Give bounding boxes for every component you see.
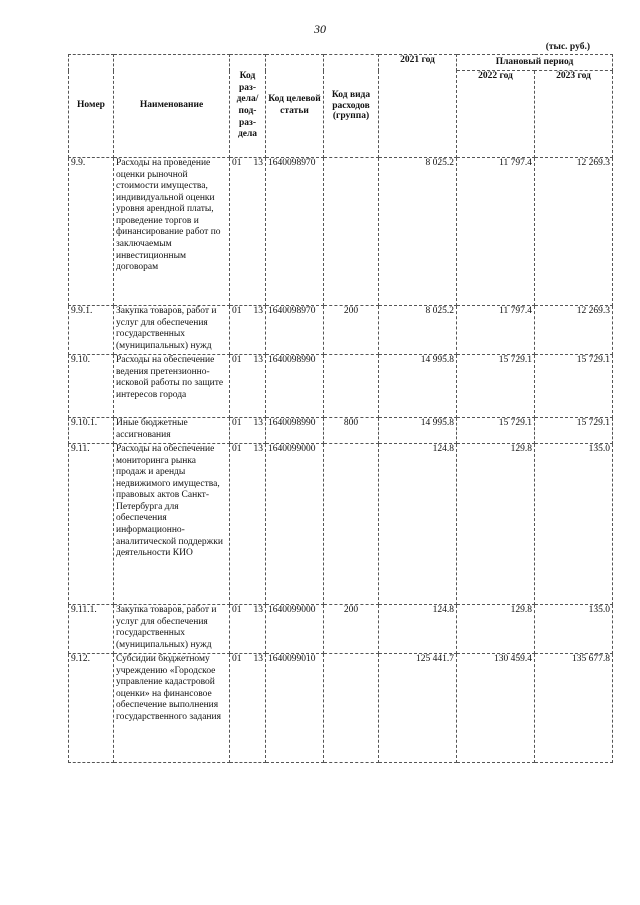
row-value-2023: 12 269.3 xyxy=(535,158,613,306)
row-target-code: 1640099000 xyxy=(266,444,324,605)
table-row xyxy=(69,158,613,306)
row-value-2021: 125 441.7 xyxy=(379,654,457,763)
razdel-code: 01 xyxy=(232,444,242,454)
row-name: Расходы на обеспечение ведения претензионно-исковой работы по защите интересов города xyxy=(114,355,230,418)
row-value-2022: 15 729.1 xyxy=(457,355,535,418)
row-number: 9.10.1. xyxy=(69,418,114,444)
row-expense-type: 200 xyxy=(324,306,379,355)
budget-table xyxy=(68,54,613,763)
podrazdel-code: 13 xyxy=(253,654,263,664)
table-row xyxy=(69,418,613,444)
row-value-2023: 135.0 xyxy=(535,605,613,654)
row-expense-type xyxy=(324,444,379,605)
row-target-code: 1640098990 xyxy=(266,355,324,418)
razdel-code: 01 xyxy=(232,158,242,168)
row-section-code xyxy=(230,418,266,444)
header-target-code: Код целевой статьи xyxy=(266,55,324,158)
row-value-2021: 14 995.8 xyxy=(379,355,457,418)
row-value-2023: 15 729.1 xyxy=(535,418,613,444)
units-label: (тыс. руб.) xyxy=(545,42,590,52)
row-value-2023: 135.0 xyxy=(535,444,613,605)
row-expense-type: 200 xyxy=(324,605,379,654)
row-value-2021: 8 025.2 xyxy=(379,158,457,306)
row-name: Иные бюджетные ассигнования xyxy=(114,418,230,444)
row-value-2023: 12 269.3 xyxy=(535,306,613,355)
header-year-2022: 2022 год xyxy=(457,71,535,158)
row-value-2021: 124.8 xyxy=(379,444,457,605)
row-value-2022: 129.8 xyxy=(457,605,535,654)
row-section-code xyxy=(230,654,266,763)
row-target-code: 1640099010 xyxy=(266,654,324,763)
row-value-2022: 130 459.4 xyxy=(457,654,535,763)
row-number: 9.10. xyxy=(69,355,114,418)
row-section-code xyxy=(230,158,266,306)
row-number: 9.12. xyxy=(69,654,114,763)
table-row xyxy=(69,605,613,654)
razdel-code: 01 xyxy=(232,306,242,316)
razdel-code: 01 xyxy=(232,418,242,428)
table-row xyxy=(69,355,613,418)
razdel-code: 01 xyxy=(232,654,242,664)
header-number: Номер xyxy=(69,55,114,158)
row-name: Расходы на проведение оценки рыночной стоимости имущества, индивидуальной оценки уровня арендной платы, проведение торгов и финансирование работ по заключаемым инвестиционным договорам xyxy=(114,158,230,306)
page-number: 30 xyxy=(314,22,326,36)
row-section-code xyxy=(230,605,266,654)
podrazdel-code: 13 xyxy=(253,605,263,615)
podrazdel-code: 13 xyxy=(253,444,263,454)
row-name: Закупка товаров, работ и услуг для обеспечения государственных (муниципальных) нужд xyxy=(114,605,230,654)
row-section-code xyxy=(230,444,266,605)
row-expense-type xyxy=(324,158,379,306)
row-target-code: 1640098970 xyxy=(266,306,324,355)
podrazdel-code: 13 xyxy=(253,158,263,168)
row-target-code: 1640098970 xyxy=(266,158,324,306)
razdel-code: 01 xyxy=(232,605,242,615)
header-planned-period: Плановый период xyxy=(457,55,613,71)
header-year-2023: 2023 год xyxy=(535,71,613,158)
row-number: 9.11.1. xyxy=(69,605,114,654)
row-value-2022: 129.8 xyxy=(457,444,535,605)
row-number: 9.9. xyxy=(69,158,114,306)
row-value-2023: 15 729.1 xyxy=(535,355,613,418)
row-section-code xyxy=(230,355,266,418)
row-expense-type xyxy=(324,654,379,763)
header-name: Наименование xyxy=(114,55,230,158)
row-expense-type xyxy=(324,355,379,418)
row-number: 9.9.1. xyxy=(69,306,114,355)
row-name: Расходы на обеспечение мониторинга рынка продаж и аренды недвижимого имущества, правовых актов Санкт-Петербурга для обеспечения информационно-аналитической поддержки деятельности КИО xyxy=(114,444,230,605)
header-year-2021: 2021 год xyxy=(379,55,457,158)
podrazdel-code: 13 xyxy=(253,355,263,365)
row-value-2022: 11 797.4 xyxy=(457,306,535,355)
row-expense-type: 800 xyxy=(324,418,379,444)
row-value-2021: 8 025.2 xyxy=(379,306,457,355)
row-target-code: 1640099000 xyxy=(266,605,324,654)
row-target-code: 1640098990 xyxy=(266,418,324,444)
table-row xyxy=(69,654,613,763)
row-value-2022: 15 729.1 xyxy=(457,418,535,444)
table-row xyxy=(69,444,613,605)
podrazdel-code: 13 xyxy=(253,418,263,428)
row-name: Закупка товаров, работ и услуг для обеспечения государственных (муниципальных) нужд xyxy=(114,306,230,355)
row-value-2022: 11 797.4 xyxy=(457,158,535,306)
row-value-2023: 135 677.8 xyxy=(535,654,613,763)
razdel-code: 01 xyxy=(232,355,242,365)
header-section-code: Код раз-дела/ под-раз-дела xyxy=(230,55,266,158)
podrazdel-code: 13 xyxy=(253,306,263,316)
row-number: 9.11. xyxy=(69,444,114,605)
row-name: Субсидии бюджетному учреждению «Городское управление кадастровой оценки» на финансовое обеспечение выполнения государственного задания xyxy=(114,654,230,763)
row-value-2021: 124.8 xyxy=(379,605,457,654)
row-value-2021: 14 995.8 xyxy=(379,418,457,444)
header-expense-type-code: Код вида расходов (группа) xyxy=(324,55,379,158)
table-row xyxy=(69,306,613,355)
row-section-code xyxy=(230,306,266,355)
